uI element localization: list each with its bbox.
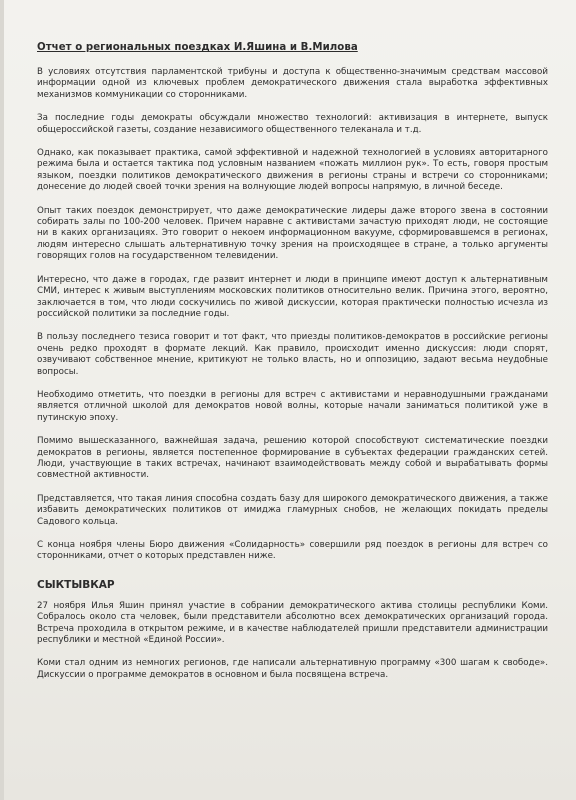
paragraph-5: Интересно, что даже в городах, где развит интернет и люди в принципе имеют доступ к альтернативным СМИ, интерес к живым выступлениям московских политиков относительно велик. Причина этого, вероятно, заключается в том, что люди соскучились по живой дискуссии, которая практически полностью исчезла из российской политики за последние годы. [37, 274, 548, 319]
document-title: Отчет о региональных поездках И.Яшина и В.Милова [37, 42, 358, 53]
document-page [4, 0, 576, 800]
section-paragraph-2: Коми стал одним из немногих регионов, где написали альтернативную программу «300 шагам к свободе». Дискуссии о программе демократов в основном и была посвящена встреча. [37, 658, 548, 680]
paragraph-9: Представляется, что такая линия способна создать базу для широкого демократического движения, а также избавить демократических политиков от имиджа гламурных снобов, не желающих покидать пределы Садового кольца. [37, 493, 548, 527]
paragraph-10: С конца ноября члены Бюро движения «Солидарность» совершили ряд поездок в регионы для встреч со сторонниками, отчет о которых представлен ниже. [37, 540, 548, 562]
section-paragraph-1: 27 ноября Илья Яшин принял участие в собрании демократического актива столицы республики Коми. Собралось около ста человек, были представители абсолютно всех демократических организаций города. Встреча проходила в открытом режиме, и в качестве наблюдателей пришли представители администрации республики и местной «Единой России». [37, 600, 548, 646]
paragraph-7: Необходимо отметить, что поездки в регионы для встреч с активистами и неравнодушными гражданами является отличной школой для демократов новой волны, которые начали заниматься политикой уже в путинскую эпоху. [37, 389, 548, 423]
paragraph-6: В пользу последнего тезиса говорит и тот факт, что приезды политиков-демократов в российские регионы очень редко проходят в формате лекций. Как правило, происходит именно дискуссия: люди спорят, озвучивают собственное мнение, критикуют не только власть, но и оппозицию, задают весьма неудобные вопросы. [37, 332, 548, 377]
paragraph-3: Однако, как показывает практика, самой эффективной и надежной технологией в условиях авторитарного режима была и остается тактика под условным названием «пожать миллион рук». То есть, говоря простым языком, поездки политиков демократического движения в регионы страны и встречи со сторонниками; донесение до людей своей точки зрения на волнующие людей вопросы напрямую, в личной беседе. [37, 148, 548, 193]
section-heading: СЫКТЫВКАР [37, 578, 115, 591]
paragraph-1: В условиях отсутствия парламентской трибуны и доступа к общественно-значимым средствам массовой информации одной из ключевых проблем демократического движения стала выработка эффективных механизмов коммуникации со сторонниками. [37, 67, 548, 100]
paragraph-2: За последние годы демократы обсуждали множество технологий: активизация в интернете, выпуск общероссийской газеты, создание независимого общественного телеканала и т.д. [37, 113, 548, 135]
paragraph-4: Опыт таких поездок демонстрирует, что даже демократические лидеры даже второго звена в состоянии собирать залы по 100-200 человек. Причем наравне с активистами зачастую приходят люди, не состоящие ни в каких организациях. Это говорит о некоем информационном вакууме, сформировавшемся в регионах, людям интересно слышать альтернативную точку зрения на происходящее в стране, а только аргументы говорящих голов на государственном телевидении. [37, 205, 548, 262]
paragraph-8: Помимо вышесказанного, важнейшая задача, решению которой способствуют систематические поездки демократов в регионы, является постепенное формирование в субъектах федерации гражданских сетей. Люди, участвующие в таких встречах, начинают взаимодействовать между собой и вырабатывать формы совместной активности. [37, 436, 548, 481]
